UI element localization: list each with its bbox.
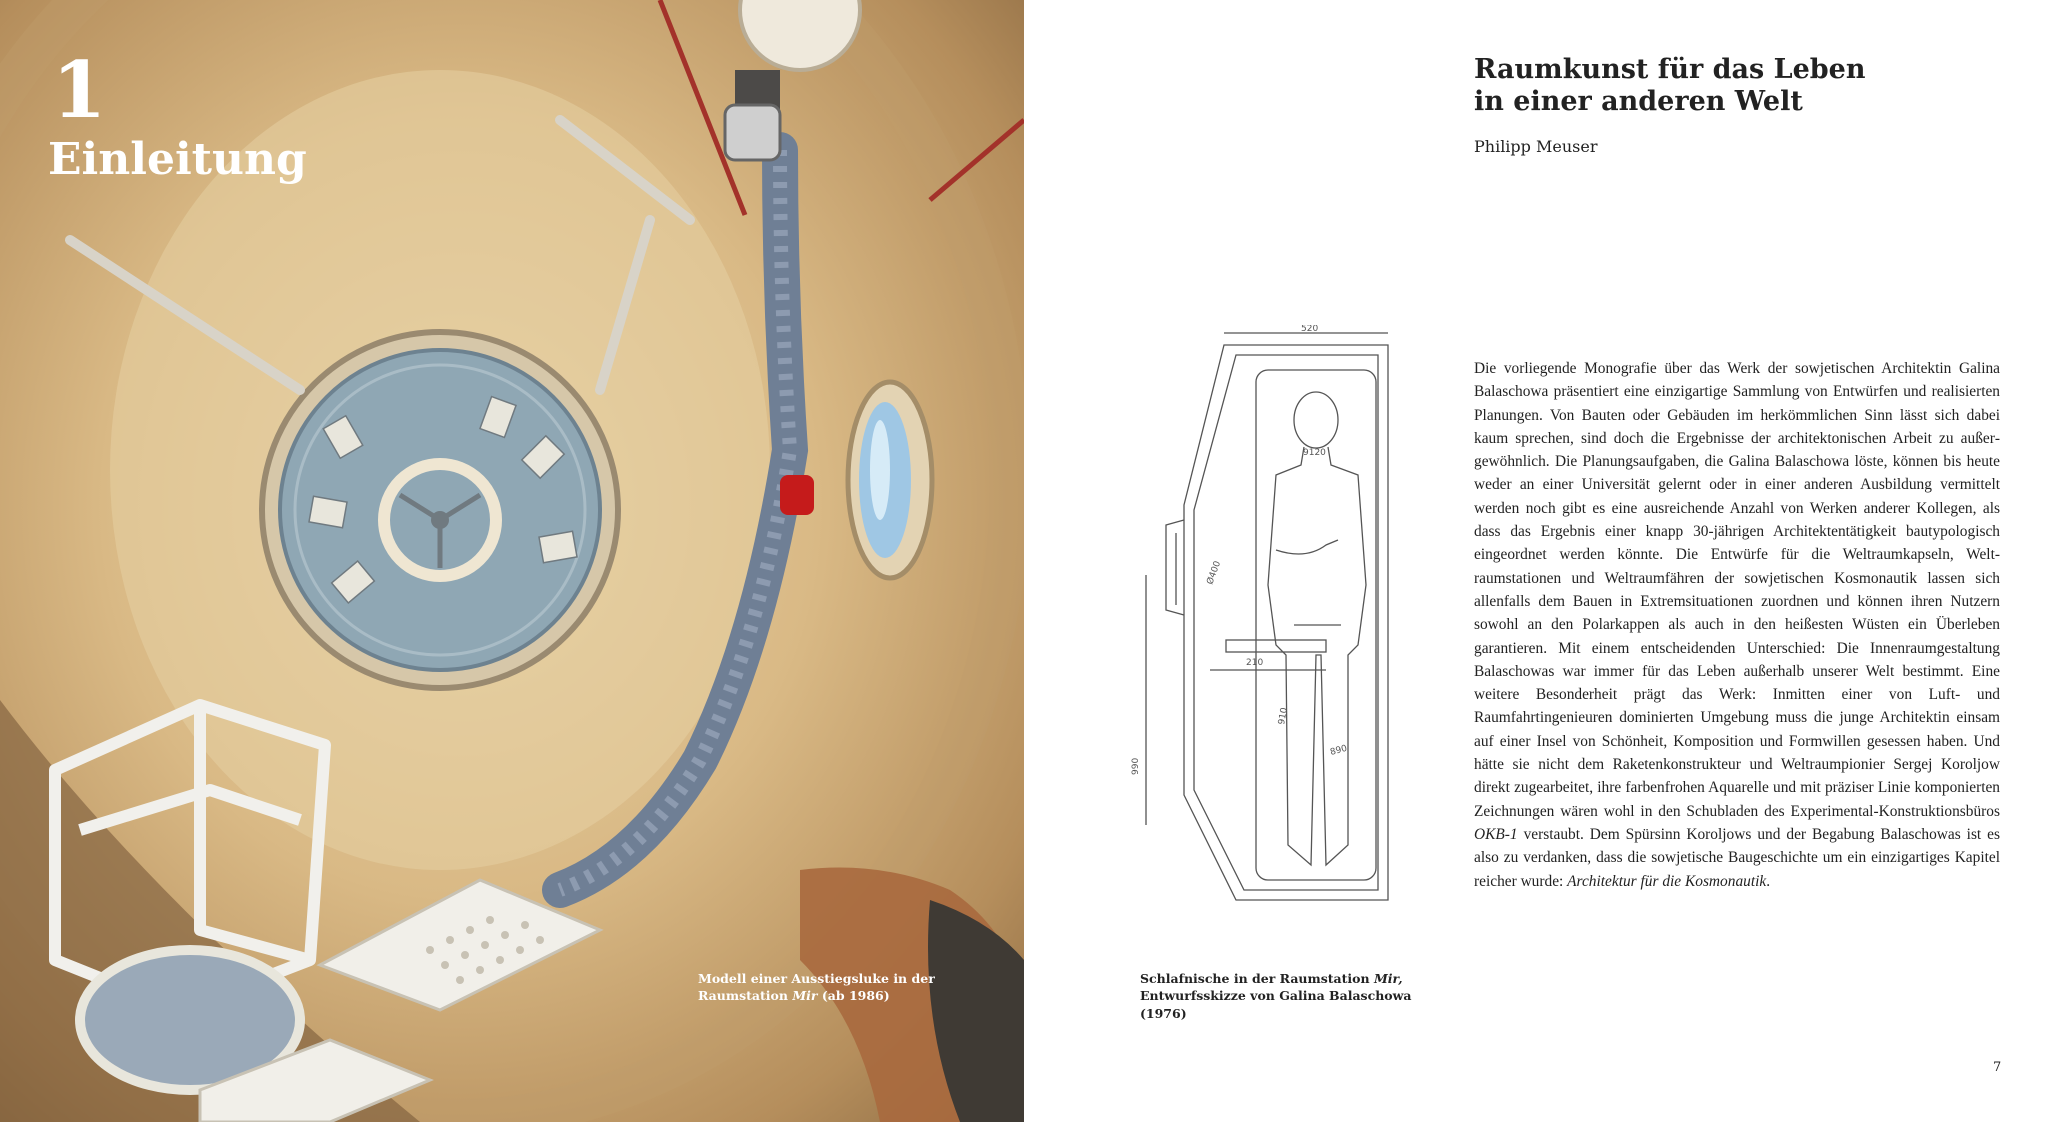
sketch-caption-text: Schlafnische in der Raumstation xyxy=(1140,971,1374,986)
sketch-caption-credit: Entwurfsskizze von Galina Balaschowa (1976) xyxy=(1140,988,1412,1021)
sleeping-niche-sketch xyxy=(1126,325,1406,905)
sketch-label-mid: 210 xyxy=(1246,658,1264,668)
body-text-okb: OKB-1 xyxy=(1474,825,1518,843)
sketch-label-left: 990 xyxy=(1131,757,1141,775)
author-name: Philipp Meuser xyxy=(1474,137,1598,156)
sketch-caption-italic: Mir, xyxy=(1373,971,1403,986)
sketch-label-feet: 890 xyxy=(1329,743,1349,758)
body-paragraph xyxy=(1474,357,2000,893)
chapter-number: 1 xyxy=(52,45,107,136)
chapter-title: Einleitung xyxy=(48,134,307,185)
photo-caption-text: Modell einer Ausstiegsluke in der Raumstation xyxy=(698,971,935,1003)
body-text-closing: Architektur für die Kosmonautik xyxy=(1567,872,1767,890)
sketch-label-head: 9120 xyxy=(1303,448,1326,458)
body-text-middle: verstaubt. Dem Spürsinn Koroljows und der Begabung Balaschowas ist es also zu verdanken, dass die sowjetische Baugeschichte um ein einzigartiges Kapitel reicher wurde: xyxy=(1474,825,2000,890)
page-number: 7 xyxy=(1993,1060,2002,1075)
sketch-label-diag: Ø400 xyxy=(1205,559,1224,587)
photo-caption-italic: Mir xyxy=(792,987,818,1003)
photo-caption-date: (ab 1986) xyxy=(817,987,890,1003)
sketch-label-top: 520 xyxy=(1301,325,1319,334)
article-title-line-1: Raumkunst für das Leben xyxy=(1474,54,1866,85)
body-text-main: Die vorliegende Monografie über das Werk der sowjetischen Architektin Galina Balaschowa präsentiert eine einzigartige Sammlung von Entwürfen und realisierten Planungen. Von Bauten oder Gebäuden im herkömmlichen Sinn lässt sich dabei kaum sprechen, sind doch die Ergebnisse der architektonischen Arbeit zu außergewöhnlich. Die Planungsaufgaben, die Galina Balaschowa löste, können bis heute weder an einer Universität gelernt oder in einer anderen Ausbildung vermittelt werden noch gibt es eine ausreichende Anzahl von Werken anderer Kollegen, als dass das Ergebnis einer knapp 30-jährigen Architektentätigkeit bautypologisch eingeordnet werden könnte. Die Entwürfe für die Weltraumkapseln, Weltraumstationen und Weltraumfähren der sowjetischen Kosmonautik lassen sich allenfalls dem Bauen in Extremsituationen zuordnen und können ihren Nutzern sowohl an den Polarkappen als auch in den heißesten Wüsten ein Überleben garantieren. Mit einem entscheidenden Unterschied: Die Innenraumgestaltung Balaschowas war immer für das Leben außerhalb unserer Welt bestimmt. Eine weitere Besonderheit prägt das Werk: Inmitten einer von Luft- und Raumfahrtingenieuren dominierten Umgebung muss die junge Architektin einsam auf einer Insel von Schönheit, Komposition und Formwillen gesessen haben. Und hätte sie nicht dem Raketenkonstrukteur und Weltraumpionier Sergej Koroljow direkt zugearbeitet, ihre farbenfrohen Aquarelle und mit präziser Linie komponierten Zeichnungen wären wohl in den Schubladen des Experimental-Konstruktionsbüros xyxy=(1474,360,2000,820)
body-text-end: . xyxy=(1766,872,1771,890)
sketch-label-lower: 910 xyxy=(1277,706,1290,726)
sketch-caption xyxy=(1140,970,1440,1022)
article-title xyxy=(1474,54,1894,119)
article-title-line-2: in einer anderen Welt xyxy=(1474,86,1803,118)
photo-caption xyxy=(698,971,938,1005)
